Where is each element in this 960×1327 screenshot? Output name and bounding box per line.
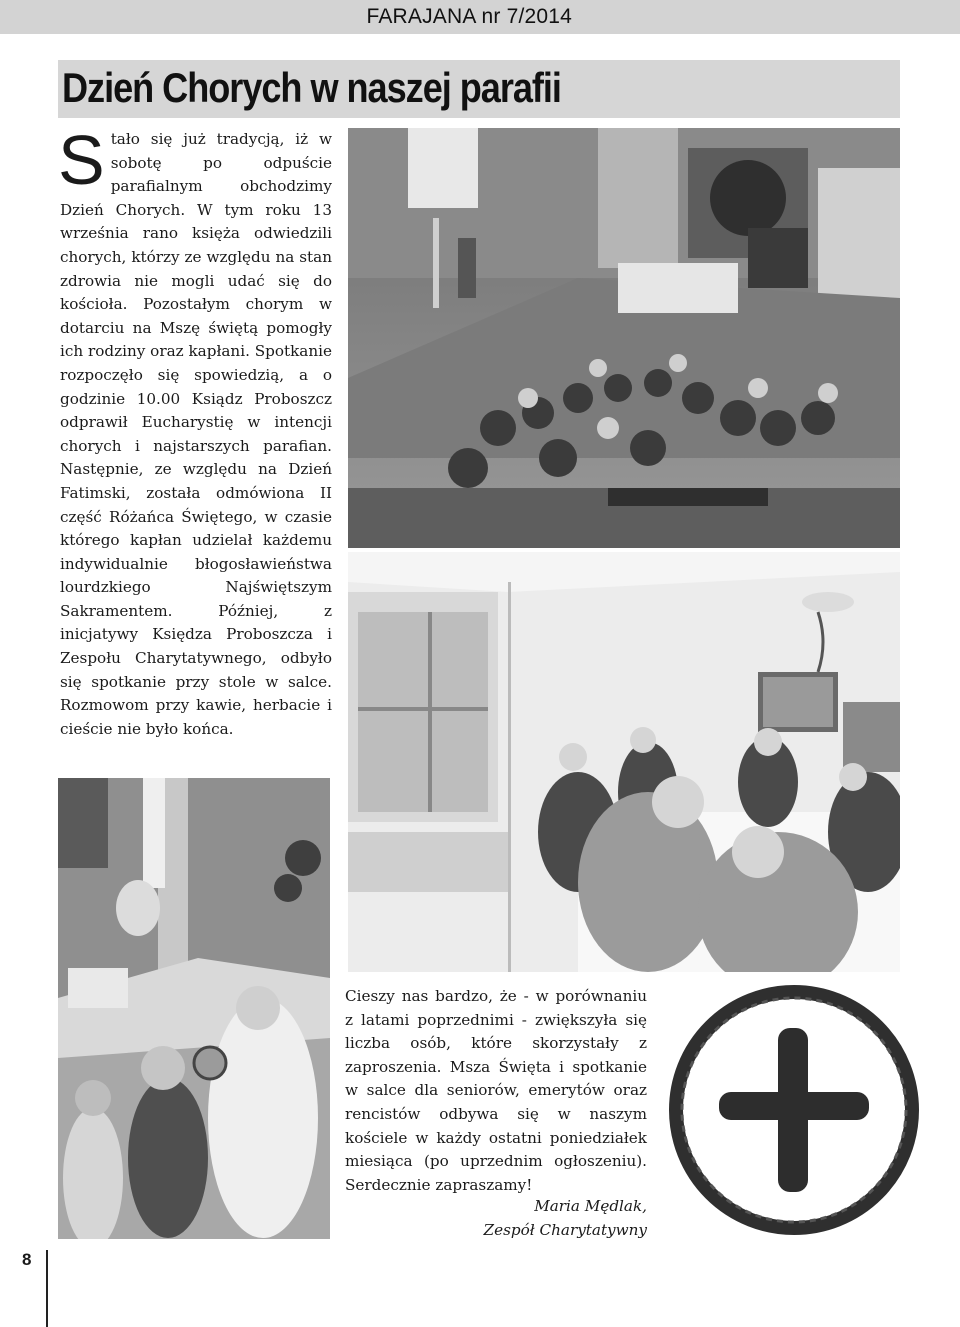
signature-team: Zespół Charytatywny [483, 1220, 647, 1239]
signature [345, 1195, 647, 1242]
header-bar [0, 0, 960, 34]
title-box [58, 60, 900, 118]
article-body [58, 121, 332, 741]
closing-note [345, 985, 647, 1197]
photo-church-mass [348, 128, 900, 548]
drop-cap: S [58, 121, 105, 199]
article-title: Dzień Chorych w naszej parafii [62, 64, 561, 111]
article-text: tało się już tradycją, iż w sobotę po odpuście parafialnym obchodzimy Dzień Chorych. W tym roku 13 września rano księża odwiedzili chorych, którzy ze względu na stan zdrowia nie mogli udać się do kościoła. Pozostałym chorym w dotarciu na Mszę świętą pomogły ich rodziny oraz kapłani. Spotkanie rozpoczęło się spowiedzią, a o godzinie 10.00 Ksiądz Proboszcz odprawił Eucharystię w intencji chorych i najstarszych parafian. Następnie, ze względu na Dzień Fatimski, została odmówiona II część Różańca Świętego, w czasie którego kapłan udzielał każdemu indywidualnie błogosławieństwa lourdzkiego Najświętszym Sakramentem. Później, z inicjatywy Księdza Proboszcza i Zespołu Charytatywnego, odbyło się spotkanie przy stole w salce. Rozmowom przy kawie, herbacie i cieście nie było końca. [60, 130, 332, 738]
signature-author: Maria Mędlak, [534, 1197, 647, 1215]
issue-label: FARAJANA nr 7/2014 [366, 5, 572, 28]
photo-blessing [58, 778, 330, 1239]
footer-rule [46, 1250, 48, 1327]
cross-circle-icon [664, 980, 924, 1240]
page-number: 8 [22, 1250, 32, 1269]
photo-parish-hall [348, 552, 900, 972]
closing-note-text: Cieszy nas bardzo, że - w porównaniu z latami poprzednimi - zwiększyła się liczba osób, które skorzystały z zaproszenia. Msza Święta i spotkanie w salce dla seniorów, emerytów oraz rencistów odbywa się w naszym kościele w każdy ostatni poniedziałek miesiąca (po uprzednim ogłoszeniu). Serdecznie zapraszamy! [345, 987, 647, 1194]
